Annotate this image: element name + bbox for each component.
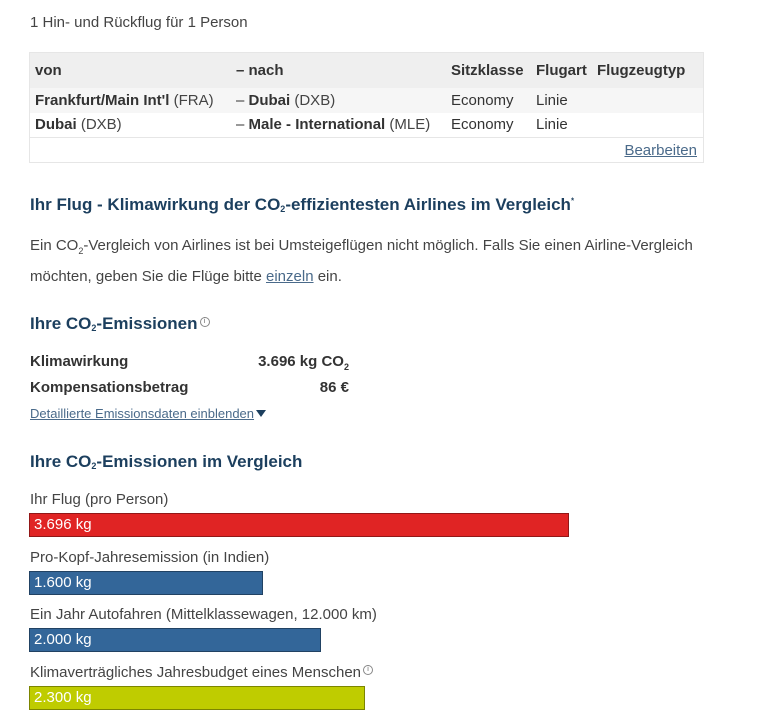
class-cell: Economy: [451, 116, 514, 134]
type-cell: Linie: [536, 91, 568, 109]
bar-label-india: Pro-Kopf-Jahresemission (in Indien): [30, 549, 270, 566]
comparison-chart-heading: Ihre $CO_2$-Emissionen im Vergleich: [30, 452, 303, 471]
class-cell: Economy: [451, 91, 514, 109]
caret-down-icon: [256, 410, 266, 417]
to-cell: – Male - International (MLE): [236, 116, 431, 134]
type-cell: Linie: [536, 116, 568, 134]
to-cell: – Dubai (DXB): [236, 91, 336, 109]
edit-link[interactable]: Bearbeiten: [624, 141, 697, 159]
compensation-label: Kompensationsbetrag: [30, 379, 189, 396]
aircraft-cell: [592, 88, 704, 113]
emissions-heading: Ihre $CO_2$-Emissionen i: [30, 314, 210, 334]
show-details-link[interactable]: Detaillierte Emissionsdaten einblenden: [30, 406, 266, 421]
trip-summary: 1 Hin- und Rückflug für 1 Person: [30, 14, 248, 31]
airline-comparison-text: Ein $CO_2$-Vergleich von Airlines ist bei Umsteigeflügen nicht möglich. Falls Sie einen Airline-Vergleich möchten, geben Sie die Flüge bitte einzeln ein.: [30, 237, 693, 285]
bar-india: 1.600 kg: [29, 571, 263, 595]
bar-label-climate-budget: Klimaverträgliches Jahresbudget eines Menschen i: [30, 664, 373, 681]
bar-car: 2.000 kg: [29, 628, 321, 652]
col-header-class: Sitzklasse: [451, 61, 524, 79]
climate-impact-value: 3.696 kg $CO_2$: [258, 353, 349, 372]
info-icon[interactable]: i: [200, 317, 210, 327]
bar-your-flight: 3.696 kg: [29, 513, 569, 537]
table-row: [30, 88, 704, 113]
table-header-row: [30, 53, 704, 88]
bar-label-your-flight: Ihr Flug (pro Person): [30, 491, 169, 508]
single-flights-link[interactable]: einzeln: [266, 268, 314, 285]
aircraft-cell: [592, 113, 704, 138]
compensation-value: 86 €: [319, 379, 349, 396]
climate-impact-label: Klimawirkung: [30, 353, 129, 370]
bar-label-car: Ein Jahr Autofahren (Mittelklassewagen, 12.000 km): [30, 606, 377, 623]
airline-comparison-heading: Ihr Flug - Klimawirkung der $CO_2$-effizientesten Airlines im Vergleich*: [30, 195, 575, 214]
col-header-aircraft: Flugzeugtyp: [597, 61, 686, 79]
from-cell: Dubai (DXB): [35, 116, 122, 134]
info-icon[interactable]: i: [363, 665, 373, 675]
table-row: [30, 113, 704, 138]
col-header-from: von: [35, 61, 62, 79]
flight-table: [29, 52, 704, 163]
col-header-to: – nach: [236, 61, 284, 79]
col-header-type: Flugart: [536, 61, 587, 79]
bar-climate-budget: 2.300 kg: [29, 686, 365, 710]
from-cell: Frankfurt/Main Int'l (FRA): [35, 91, 214, 109]
edit-row: [30, 138, 704, 163]
